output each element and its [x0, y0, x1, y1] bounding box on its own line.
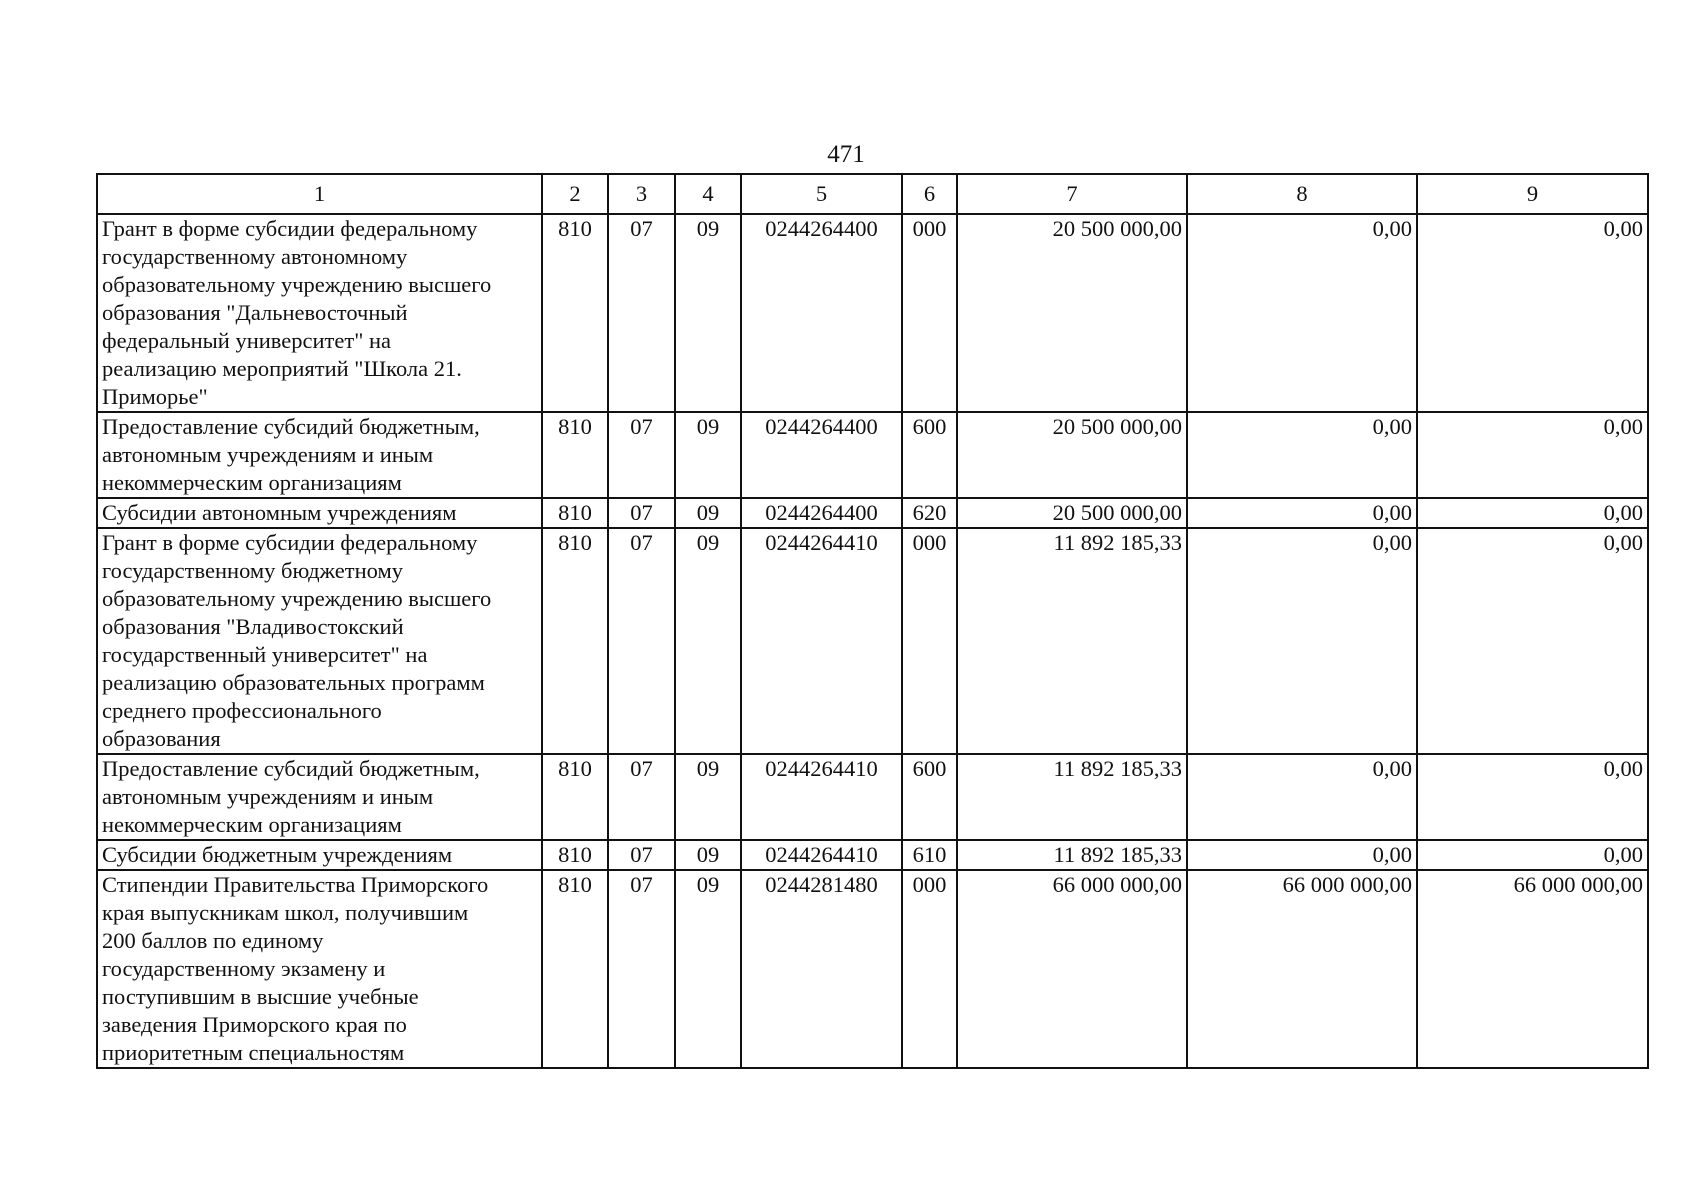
target-article-code: 0244264410: [741, 754, 902, 840]
amount-col-8: 66 000 000,00: [1187, 870, 1417, 1068]
amount-col-7: 20 500 000,00: [957, 498, 1187, 528]
amount-col-8: 0,00: [1187, 412, 1417, 498]
amount-col-7: 20 500 000,00: [957, 412, 1187, 498]
column-header-4: 4: [675, 174, 741, 214]
table-row: [97, 498, 1648, 528]
target-article-code: 0244264400: [741, 498, 902, 528]
description-line: автономным учреждениям и иным: [102, 442, 434, 467]
ministry-code: 810: [542, 870, 608, 1068]
subsection-code: 09: [675, 498, 741, 528]
expense-type-code: 000: [902, 528, 957, 754]
amount-col-9: 0,00: [1417, 840, 1648, 870]
column-header-9: 9: [1417, 174, 1648, 214]
header-row: [97, 174, 1648, 214]
description-line: края выпускникам школ, получившим: [102, 900, 469, 925]
amount-col-9: 0,00: [1417, 412, 1648, 498]
amount-col-9: 0,00: [1417, 528, 1648, 754]
ministry-code: 810: [542, 528, 608, 754]
amount-col-8: 0,00: [1187, 498, 1417, 528]
amount-col-9: 66 000 000,00: [1417, 870, 1648, 1068]
row-description: [97, 412, 542, 498]
expense-type-code: 620: [902, 498, 957, 528]
ministry-code: 810: [542, 498, 608, 528]
amount-col-8: 0,00: [1187, 214, 1417, 412]
expense-type-code: 000: [902, 214, 957, 412]
section-code: 07: [608, 214, 675, 412]
column-header-2: 2: [542, 174, 608, 214]
expense-type-code: 610: [902, 840, 957, 870]
ministry-code: 810: [542, 412, 608, 498]
amount-col-7: 66 000 000,00: [957, 870, 1187, 1068]
subsection-code: 09: [675, 412, 741, 498]
amount-col-7: 11 892 185,33: [957, 840, 1187, 870]
description-line: некоммерческим организациям: [102, 470, 402, 495]
target-article-code: 0244264400: [741, 412, 902, 498]
description-line: автономным учреждениям и иным: [102, 784, 434, 809]
table-row: [97, 870, 1648, 1068]
description-line: государственный университет" на: [102, 642, 428, 667]
amount-col-9: 0,00: [1417, 498, 1648, 528]
description-line: реализацию мероприятий "Школа 21.: [102, 356, 462, 381]
description-line: образовательному учреждению высшего: [102, 272, 492, 297]
section-code: 07: [608, 840, 675, 870]
column-header-5: 5: [741, 174, 902, 214]
description-line: Предоставление субсидий бюджетным,: [102, 414, 480, 439]
description-line: государственному экзамену и: [102, 956, 386, 981]
section-code: 07: [608, 528, 675, 754]
target-article-code: 0244264410: [741, 528, 902, 754]
table-row: [97, 214, 1648, 412]
subsection-code: 09: [675, 840, 741, 870]
budget-table: [96, 173, 1649, 1069]
description-line: Субсидии бюджетным учреждениям: [102, 842, 453, 867]
amount-col-7: 20 500 000,00: [957, 214, 1187, 412]
table-row: [97, 412, 1648, 498]
description-line: государственному бюджетному: [102, 558, 403, 583]
column-header-1: 1: [97, 174, 542, 214]
section-code: 07: [608, 754, 675, 840]
subsection-code: 09: [675, 754, 741, 840]
description-line: Предоставление субсидий бюджетным,: [102, 756, 480, 781]
table-row: [97, 528, 1648, 754]
amount-col-9: 0,00: [1417, 754, 1648, 840]
target-article-code: 0244264410: [741, 840, 902, 870]
description-line: Грант в форме субсидии федеральному: [102, 216, 478, 241]
description-line: образовательному учреждению высшего: [102, 586, 492, 611]
subsection-code: 09: [675, 214, 741, 412]
target-article-code: 0244281480: [741, 870, 902, 1068]
ministry-code: 810: [542, 840, 608, 870]
table-row: [97, 754, 1648, 840]
expense-type-code: 600: [902, 754, 957, 840]
amount-col-8: 0,00: [1187, 754, 1417, 840]
amount-col-8: 0,00: [1187, 528, 1417, 754]
amount-col-9: 0,00: [1417, 214, 1648, 412]
page-number: 471: [827, 141, 865, 168]
subsection-code: 09: [675, 528, 741, 754]
description-line: Приморье": [102, 384, 208, 409]
ministry-code: 810: [542, 214, 608, 412]
row-description: [97, 528, 542, 754]
subsection-code: 09: [675, 870, 741, 1068]
description-line: 200 баллов по единому: [102, 928, 324, 953]
description-line: образования "Владивостокский: [102, 614, 404, 639]
row-description: [97, 870, 542, 1068]
description-line: федеральный университет" на: [102, 328, 392, 353]
column-header-8: 8: [1187, 174, 1417, 214]
description-line: некоммерческим организациям: [102, 812, 402, 837]
expense-type-code: 600: [902, 412, 957, 498]
column-header-7: 7: [957, 174, 1187, 214]
amount-col-7: 11 892 185,33: [957, 754, 1187, 840]
section-code: 07: [608, 870, 675, 1068]
description-line: заведения Приморского края по: [102, 1012, 407, 1037]
table-row: [97, 840, 1648, 870]
description-line: государственному автономному: [102, 244, 408, 269]
section-code: 07: [608, 498, 675, 528]
description-line: Стипендии Правительства Приморского: [102, 872, 489, 897]
section-code: 07: [608, 412, 675, 498]
description-line: реализацию образовательных программ: [102, 670, 485, 695]
description-line: поступившим в высшие учебные: [102, 984, 419, 1009]
row-description: [97, 498, 542, 528]
description-line: Субсидии автономным учреждениям: [102, 500, 457, 525]
row-description: [97, 214, 542, 412]
description-line: приоритетным специальностям: [102, 1040, 405, 1065]
row-description: [97, 840, 542, 870]
description-line: образования: [102, 726, 221, 751]
column-header-6: 6: [902, 174, 957, 214]
description-line: среднего профессионального: [102, 698, 382, 723]
amount-col-7: 11 892 185,33: [957, 528, 1187, 754]
column-header-3: 3: [608, 174, 675, 214]
description-line: Грант в форме субсидии федеральному: [102, 530, 478, 555]
ministry-code: 810: [542, 754, 608, 840]
target-article-code: 0244264400: [741, 214, 902, 412]
description-line: образования "Дальневосточный: [102, 300, 408, 325]
amount-col-8: 0,00: [1187, 840, 1417, 870]
expense-type-code: 000: [902, 870, 957, 1068]
row-description: [97, 754, 542, 840]
